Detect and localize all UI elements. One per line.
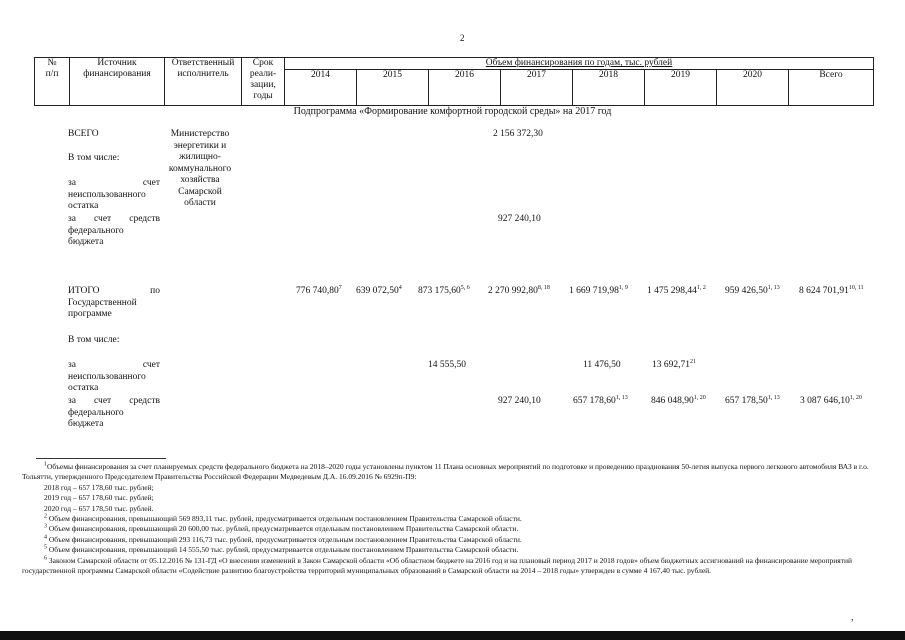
header-num: № п/п	[35, 58, 70, 106]
header-total: Всего	[789, 70, 874, 106]
responsible-executor: Министерство энергетики и жилищно-коммунального хозяйства Самарской области	[168, 129, 232, 208]
federal-2017-value-2: 927 240,10	[498, 396, 541, 406]
program-total-2015: 639 072,50$^4$	[356, 284, 402, 296]
unused-2019-value: 13 692,71$^{21}$	[652, 358, 696, 370]
footnote-5: $^5$ Объем финансирования, превышающий 14 555,50 тыс. рублей, предусматривается отдельным постановлением Правительства Самарской области.	[44, 544, 519, 555]
program-total-2018: 1 669 719,98$^{1, 9}$	[569, 284, 628, 296]
footnote-2: $^2$ Объем финансирования, превышающий 569 893,11 тыс. рублей, предусматривается отдельным постановлением Правительства Самарской области.	[44, 513, 522, 524]
page-number: 2	[460, 33, 465, 43]
federal-total-value: 3 087 646,10$^{1, 20}$	[800, 394, 862, 406]
scan-bottom-edge	[0, 631, 905, 640]
footnote-1-line-2020: 2020 год – 657 178,50 тыс. рублей.	[44, 503, 154, 513]
program-total-2019: 1 475 298,44$^{1, 2}$	[647, 284, 706, 296]
footnote-1: $^1$Объемы финансирования за счет планируемых средств федерального бюджета на 2018–2020 годы установлены пунктом 11 Плана основных мероприятий по подготовке и проведению празднования 50-летия выпуска первого легкового автомобиля ВАЗ в г.о. Тольятти, утвержденного Председателем Правительства Российской Федерации Медведевым Д.А. 16.09.2016 № 6929п-П9:	[22, 461, 869, 482]
including-label-2: В том числе:	[68, 335, 120, 345]
total-2017-value: 2 156 372,30	[493, 129, 543, 139]
subprogram-title: Подпрограмма «Формирование комфортной городской среды» на 2017 год	[293, 106, 612, 117]
including-label: В том числе:	[68, 153, 120, 163]
footnote-6: $^6$ Законом Самарской области от 05.12.2016 № 131-ГД «О внесении изменений в Закон Самарской области «Об областном бюджете на 2016 год и на плановый период 2017 и 2018 годов» объем бюджетных ассигнований на финансирование мероприятий государственной программы Самарской области «Содействие развитию благоустройства территорий муниципальных образований в Самарской области на 2014 – 2018 годы» утвержден в сумме 4 167,40 тыс. рублей.	[22, 555, 853, 576]
header-source: Источник финансирования	[70, 58, 165, 106]
header-year-2015: 2015	[357, 70, 429, 106]
financing-table-header	[34, 57, 874, 106]
footnote-1-line-2019: 2019 год – 657 178,60 тыс. рублей;	[44, 493, 154, 503]
program-total-label: ИТОГО по Государственной программе	[68, 286, 160, 319]
footnote-separator	[36, 458, 166, 459]
header-year-2020: 2020	[717, 70, 789, 106]
header-year-2017: 2017	[501, 70, 573, 106]
federal-2018-value: 657 178,60$^{1, 13}$	[573, 394, 628, 406]
federal-budget-label: за счет средств федерального бюджета	[68, 214, 160, 247]
footnotes	[22, 462, 882, 576]
header-year-2016: 2016	[429, 70, 501, 106]
footnote-1-line-2018: 2018 год – 657 178,60 тыс. рублей;	[44, 482, 154, 492]
footnote-3: $^3$ Объем финансирования, превышающий 20 600,00 тыс. рублей, предусматривается отдельным постановлением Правительства Самарской области.	[44, 523, 519, 534]
total-label: ВСЕГО	[68, 129, 99, 139]
program-total-2016: 873 175,60$^{5, 6}$	[418, 284, 470, 296]
unused-2018-value: 11 476,50	[583, 360, 621, 370]
program-total-all: 8 624 701,91$^{10, 11}$	[799, 284, 864, 296]
header-year-2018: 2018	[573, 70, 645, 106]
federal-2017-value: 927 240,10	[498, 214, 541, 224]
program-total-2020: 959 426,50$^{1, 13}$	[725, 284, 780, 296]
header-year-2019: 2019	[645, 70, 717, 106]
federal-budget-label-2: за счет средств федерального бюджета	[68, 396, 160, 429]
unused-2016-value: 14 555,50	[428, 360, 466, 370]
footnote-4: $^4$ Объем финансирования, превышающий 293 116,73 тыс. рублей, предусматривается отдельным постановлением Правительства Самарской области.	[44, 534, 522, 544]
unused-remainder-label: за счет неиспользованного остатка	[68, 178, 160, 211]
program-total-2017: 2 270 992,80$^{8, 18}$	[488, 284, 550, 296]
header-year-2014: 2014	[285, 70, 357, 106]
program-total-2014: 776 740,80$^7$	[296, 284, 342, 296]
header-responsible: Ответственный исполнитель	[165, 58, 242, 106]
federal-2019-value: 846 048,90$^{1, 20}$	[651, 394, 706, 406]
federal-2020-value: 657 178,50$^{1, 13}$	[725, 394, 780, 406]
scan-mark: ,	[851, 612, 854, 623]
header-volume-title: Объем финансирования по годам, тыс. рублей	[285, 58, 874, 70]
unused-remainder-label-2: за счет неиспользованного остатка	[68, 360, 160, 393]
header-term: Срок реали- зации, годы	[242, 58, 285, 106]
